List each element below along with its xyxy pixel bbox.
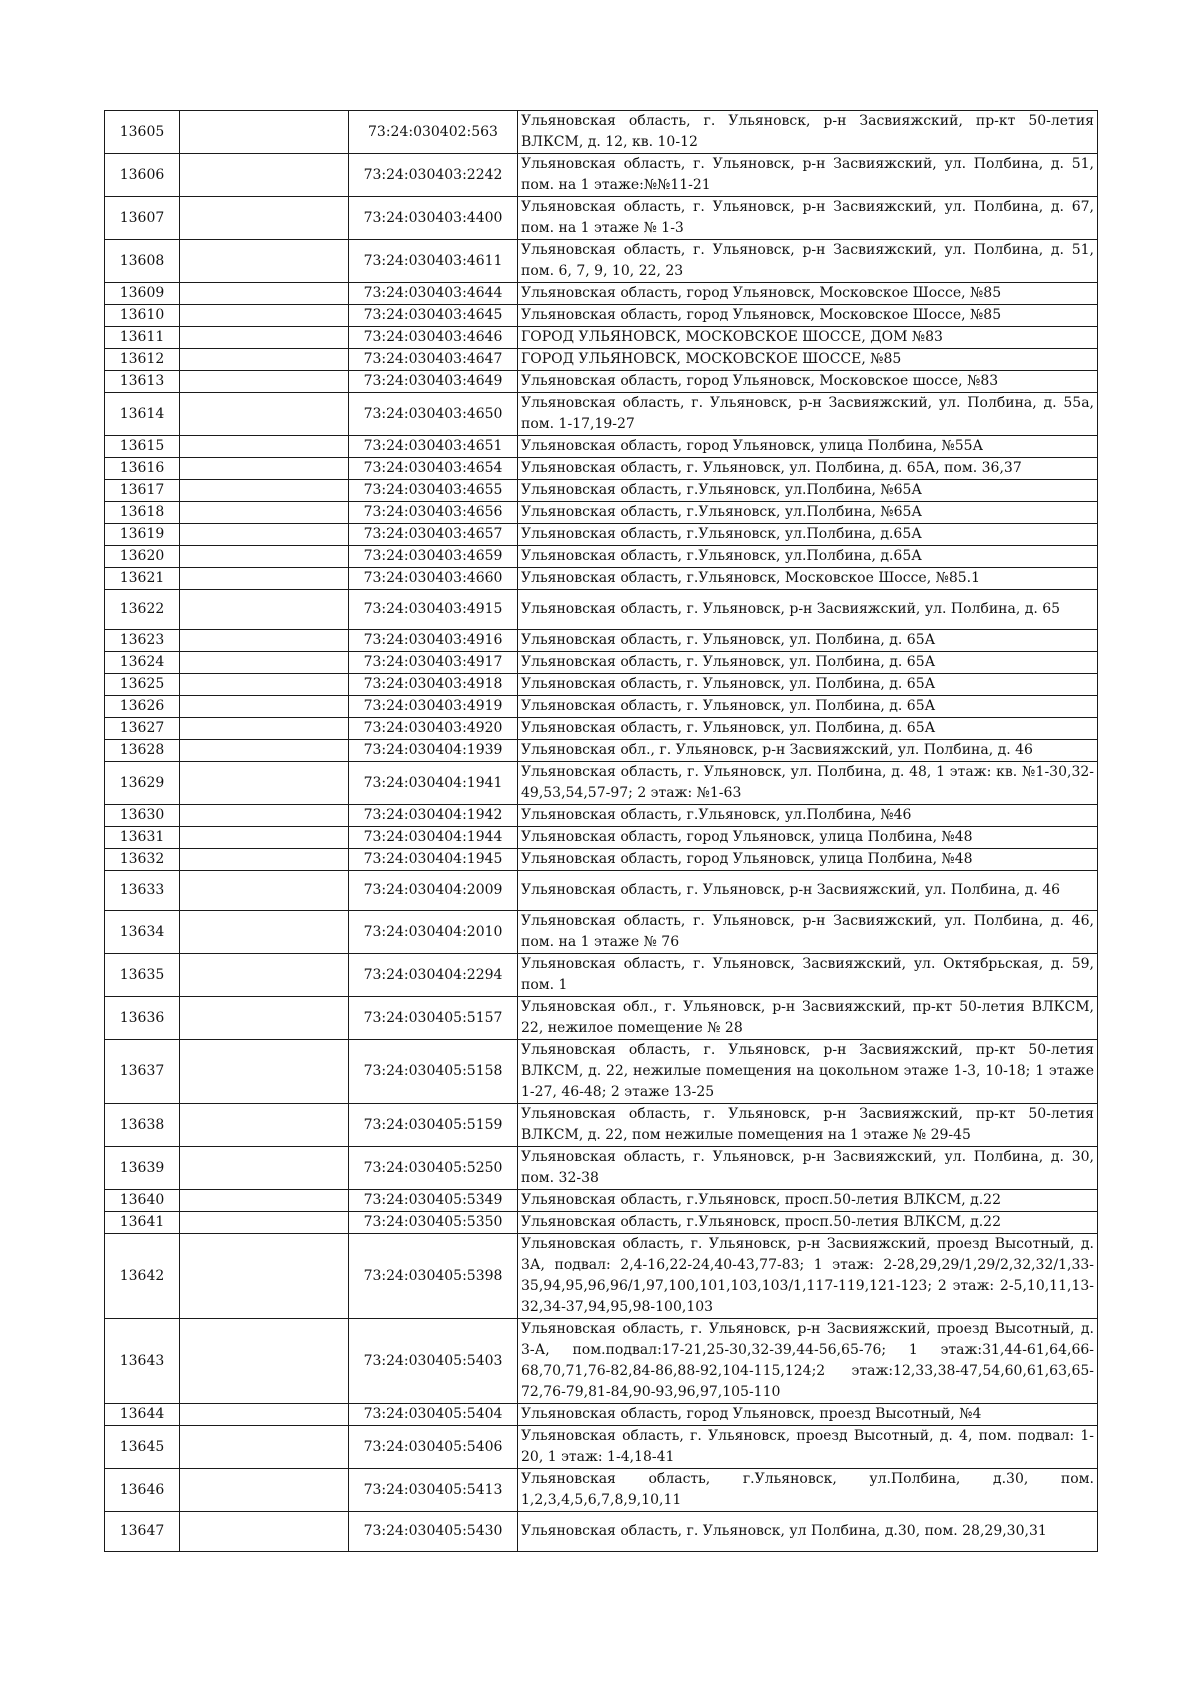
row-number: 13614: [105, 393, 180, 436]
table-row: [105, 849, 1098, 871]
address-cell: Ульяновская область, город Ульяновск, Московское Шоссе, №85: [518, 305, 1098, 327]
cadastral-number: 73:24:030405:5413: [349, 1469, 518, 1512]
table-body: [105, 111, 1098, 1552]
row-number: 13645: [105, 1426, 180, 1469]
empty-cell: [180, 827, 349, 849]
row-number: 13605: [105, 111, 180, 154]
row-number: 13639: [105, 1147, 180, 1190]
empty-cell: [180, 954, 349, 997]
row-number: 13608: [105, 240, 180, 283]
row-number: 13618: [105, 502, 180, 524]
empty-cell: [180, 652, 349, 674]
table-row: [105, 1512, 1098, 1552]
row-number: 13630: [105, 805, 180, 827]
table-row: [105, 696, 1098, 718]
empty-cell: [180, 305, 349, 327]
cadastral-number: 73:24:030403:4655: [349, 480, 518, 502]
cadastral-number: 73:24:030403:4660: [349, 568, 518, 590]
cadastral-number: 73:24:030404:1944: [349, 827, 518, 849]
cadastral-number: 73:24:030405:5398: [349, 1234, 518, 1319]
cadastral-number: 73:24:030405:5404: [349, 1404, 518, 1426]
empty-cell: [180, 1469, 349, 1512]
table-row: [105, 327, 1098, 349]
cadastral-number: 73:24:030403:4400: [349, 197, 518, 240]
cadastral-number: 73:24:030404:2010: [349, 911, 518, 954]
table-row: [105, 871, 1098, 911]
address-cell: Ульяновская область, г. Ульяновск, р-н Засвияжский, проезд Высотный, д. 3-А, пом.подвал:17-21,25-30,32-39,44-56,65-76; 1 этаж:31,44-61,64,66-68,70,71,76-82,84-86,88-92,104-115,124;2 этаж:12,33,38-47,54,60,61,63,65-72,76-79,81-84,90-93,96,97,105-110: [518, 1319, 1098, 1404]
table-row: [105, 305, 1098, 327]
empty-cell: [180, 1234, 349, 1319]
address-cell: Ульяновская область, г. Ульяновск, р-н Засвияжский, ул. Полбина, д. 46, пом. на 1 этаже № 76: [518, 911, 1098, 954]
table-row: [105, 652, 1098, 674]
table-row: [105, 283, 1098, 305]
row-number: 13646: [105, 1469, 180, 1512]
empty-cell: [180, 327, 349, 349]
table-row: [105, 1212, 1098, 1234]
address-cell: ГОРОД УЛЬЯНОВСК, МОСКОВСКОЕ ШОССЕ, ДОМ №83: [518, 327, 1098, 349]
address-cell: Ульяновская область, г.Ульяновск, просп.50-летия ВЛКСМ, д.22: [518, 1190, 1098, 1212]
table-row: [105, 954, 1098, 997]
table-row: [105, 393, 1098, 436]
table-row: [105, 590, 1098, 630]
empty-cell: [180, 674, 349, 696]
empty-cell: [180, 718, 349, 740]
table-row: [105, 349, 1098, 371]
address-cell: Ульяновская область, г.Ульяновск, просп.50-летия ВЛКСМ, д.22: [518, 1212, 1098, 1234]
address-cell: Ульяновская область, г. Ульяновск, р-н Засвияжский, ул. Полбина, д. 65: [518, 590, 1098, 630]
address-cell: Ульяновская область, г.Ульяновск, ул.Полбина, №65А: [518, 480, 1098, 502]
cadastral-number: 73:24:030403:4920: [349, 718, 518, 740]
table-row: [105, 911, 1098, 954]
row-number: 13612: [105, 349, 180, 371]
address-cell: Ульяновская область, г. Ульяновск, р-н Засвияжский, ул. Полбина, д. 51, пом. 6, 7, 9, 10, 22, 23: [518, 240, 1098, 283]
address-cell: Ульяновская область, г.Ульяновск, ул.Полбина, д.65А: [518, 546, 1098, 568]
table-row: [105, 154, 1098, 197]
table-row: [105, 436, 1098, 458]
cadastral-number: 73:24:030405:5430: [349, 1512, 518, 1552]
cadastral-number: 73:24:030404:2294: [349, 954, 518, 997]
table-row: [105, 197, 1098, 240]
table-row: [105, 371, 1098, 393]
address-cell: Ульяновская область, г. Ульяновск, ул. Полбина, д. 65А: [518, 630, 1098, 652]
row-number: 13623: [105, 630, 180, 652]
cadastral-number: 73:24:030404:1939: [349, 740, 518, 762]
empty-cell: [180, 436, 349, 458]
row-number: 13615: [105, 436, 180, 458]
address-cell: Ульяновская область, город Ульяновск, Московское Шоссе, №85: [518, 283, 1098, 305]
cadastral-number: 73:24:030403:4644: [349, 283, 518, 305]
table-row: [105, 1469, 1098, 1512]
empty-cell: [180, 393, 349, 436]
table-row: [105, 546, 1098, 568]
row-number: 13620: [105, 546, 180, 568]
empty-cell: [180, 349, 349, 371]
address-cell: Ульяновская область, г.Ульяновск, ул.Полбина, д.65А: [518, 524, 1098, 546]
table-row: [105, 111, 1098, 154]
empty-cell: [180, 849, 349, 871]
empty-cell: [180, 590, 349, 630]
address-cell: Ульяновская область, г. Ульяновск, ул. Полбина, д. 48, 1 этаж: кв. №1-30,32-49,53,54,57-97; 2 этаж: №1-63: [518, 762, 1098, 805]
address-cell: Ульяновская область, город Ульяновск, Московское шоссе, №83: [518, 371, 1098, 393]
cadastral-number: 73:24:030403:4656: [349, 502, 518, 524]
address-cell: Ульяновская область, г. Ульяновск, р-н Засвияжский, ул. Полбина, д. 30, пом. 32-38: [518, 1147, 1098, 1190]
row-number: 13634: [105, 911, 180, 954]
empty-cell: [180, 524, 349, 546]
row-number: 13644: [105, 1404, 180, 1426]
table-row: [105, 524, 1098, 546]
cadastral-number: 73:24:030403:4646: [349, 327, 518, 349]
empty-cell: [180, 197, 349, 240]
cadastral-number: 73:24:030403:4651: [349, 436, 518, 458]
cadastral-number: 73:24:030403:4917: [349, 652, 518, 674]
empty-cell: [180, 283, 349, 305]
row-number: 13606: [105, 154, 180, 197]
table-row: [105, 458, 1098, 480]
table-row: [105, 718, 1098, 740]
row-number: 13626: [105, 696, 180, 718]
row-number: 13607: [105, 197, 180, 240]
empty-cell: [180, 1426, 349, 1469]
address-cell: Ульяновская область, г.Ульяновск, ул.Полбина, №65А: [518, 502, 1098, 524]
empty-cell: [180, 502, 349, 524]
empty-cell: [180, 1147, 349, 1190]
table-row: [105, 1190, 1098, 1212]
table-row: [105, 805, 1098, 827]
address-cell: Ульяновская область, г. Ульяновск, проезд Высотный, д. 4, пом. подвал: 1-20, 1 этаж: 1-4,18-41: [518, 1426, 1098, 1469]
row-number: 13643: [105, 1319, 180, 1404]
address-cell: Ульяновская область, г. Ульяновск, р-н Засвияжский, ул. Полбина, д. 46: [518, 871, 1098, 911]
table-row: [105, 1104, 1098, 1147]
row-number: 13629: [105, 762, 180, 805]
address-cell: Ульяновская обл., г. Ульяновск, р-н Засвияжский, ул. Полбина, д. 46: [518, 740, 1098, 762]
cadastral-number: 73:24:030403:2242: [349, 154, 518, 197]
cadastral-number: 73:24:030403:4645: [349, 305, 518, 327]
row-number: 13609: [105, 283, 180, 305]
cadastral-number: 73:24:030403:4611: [349, 240, 518, 283]
empty-cell: [180, 871, 349, 911]
row-number: 13628: [105, 740, 180, 762]
row-number: 13641: [105, 1212, 180, 1234]
address-cell: ГОРОД УЛЬЯНОВСК, МОСКОВСКОЕ ШОССЕ, №85: [518, 349, 1098, 371]
address-cell: Ульяновская область, г. Ульяновск, ул Полбина, д.30, пом. 28,29,30,31: [518, 1512, 1098, 1552]
table-row: [105, 1147, 1098, 1190]
row-number: 13635: [105, 954, 180, 997]
empty-cell: [180, 458, 349, 480]
registry-table: [104, 110, 1098, 1552]
cadastral-number: 73:24:030405:5406: [349, 1426, 518, 1469]
table-row: [105, 827, 1098, 849]
empty-cell: [180, 1104, 349, 1147]
row-number: 13637: [105, 1040, 180, 1104]
row-number: 13642: [105, 1234, 180, 1319]
empty-cell: [180, 1040, 349, 1104]
table-row: [105, 240, 1098, 283]
empty-cell: [180, 1512, 349, 1552]
table-row: [105, 1404, 1098, 1426]
row-number: 13611: [105, 327, 180, 349]
address-cell: Ульяновская область, город Ульяновск, проезд Высотный, №4: [518, 1404, 1098, 1426]
row-number: 13619: [105, 524, 180, 546]
cadastral-number: 73:24:030402:563: [349, 111, 518, 154]
table-row: [105, 630, 1098, 652]
row-number: 13610: [105, 305, 180, 327]
row-number: 13640: [105, 1190, 180, 1212]
row-number: 13625: [105, 674, 180, 696]
empty-cell: [180, 480, 349, 502]
address-cell: Ульяновская область, г. Ульяновск, р-н Засвияжский, ул. Полбина, д. 51, пом. на 1 этаже:№№11-21: [518, 154, 1098, 197]
cadastral-number: 73:24:030404:2009: [349, 871, 518, 911]
row-number: 13638: [105, 1104, 180, 1147]
row-number: 13613: [105, 371, 180, 393]
row-number: 13622: [105, 590, 180, 630]
table-row: [105, 1234, 1098, 1319]
row-number: 13636: [105, 997, 180, 1040]
address-cell: Ульяновская область, город Ульяновск, улица Полбина, №55А: [518, 436, 1098, 458]
empty-cell: [180, 568, 349, 590]
address-cell: Ульяновская область, г. Ульяновск, ул. Полбина, д. 65А: [518, 674, 1098, 696]
empty-cell: [180, 997, 349, 1040]
row-number: 13627: [105, 718, 180, 740]
table-row: [105, 997, 1098, 1040]
empty-cell: [180, 154, 349, 197]
row-number: 13631: [105, 827, 180, 849]
address-cell: Ульяновская обл., г. Ульяновск, р-н Засвияжский, пр-кт 50-летия ВЛКСМ, 22, нежилое помещение № 28: [518, 997, 1098, 1040]
table-row: [105, 1040, 1098, 1104]
empty-cell: [180, 911, 349, 954]
cadastral-number: 73:24:030403:4915: [349, 590, 518, 630]
table-row: [105, 1426, 1098, 1469]
cadastral-number: 73:24:030403:4657: [349, 524, 518, 546]
table-row: [105, 674, 1098, 696]
cadastral-number: 73:24:030405:5350: [349, 1212, 518, 1234]
table-row: [105, 740, 1098, 762]
table-row: [105, 762, 1098, 805]
address-cell: Ульяновская область, г. Ульяновск, ул. Полбина, д. 65А: [518, 718, 1098, 740]
empty-cell: [180, 805, 349, 827]
cadastral-number: 73:24:030403:4918: [349, 674, 518, 696]
empty-cell: [180, 1190, 349, 1212]
cadastral-number: 73:24:030403:4919: [349, 696, 518, 718]
empty-cell: [180, 1404, 349, 1426]
cadastral-number: 73:24:030403:4654: [349, 458, 518, 480]
cadastral-number: 73:24:030403:4916: [349, 630, 518, 652]
cadastral-number: 73:24:030405:5250: [349, 1147, 518, 1190]
address-cell: Ульяновская область, город Ульяновск, улица Полбина, №48: [518, 827, 1098, 849]
cadastral-number: 73:24:030403:4650: [349, 393, 518, 436]
empty-cell: [180, 1319, 349, 1404]
address-cell: Ульяновская область, г. Ульяновск, р-н Засвияжский, пр-кт 50-летия ВЛКСМ, д. 22, нежилые помещения на цокольном этаже 1-3, 10-18; 1 этаже 1-27, 46-48; 2 этаже 13-25: [518, 1040, 1098, 1104]
row-number: 13621: [105, 568, 180, 590]
empty-cell: [180, 111, 349, 154]
cadastral-number: 73:24:030403:4647: [349, 349, 518, 371]
cadastral-number: 73:24:030405:5158: [349, 1040, 518, 1104]
empty-cell: [180, 1212, 349, 1234]
table-row: [105, 1319, 1098, 1404]
address-cell: Ульяновская область, город Ульяновск, улица Полбина, №48: [518, 849, 1098, 871]
address-cell: Ульяновская область, г.Ульяновск, ул.Полбина, д.30, пом. 1,2,3,4,5,6,7,8,9,10,11: [518, 1469, 1098, 1512]
address-cell: Ульяновская область, г. Ульяновск, ул. Полбина, д. 65А: [518, 696, 1098, 718]
cadastral-number: 73:24:030404:1942: [349, 805, 518, 827]
address-cell: Ульяновская область, г. Ульяновск, ул. Полбина, д. 65А: [518, 652, 1098, 674]
address-cell: Ульяновская область, г. Ульяновск, Засвияжский, ул. Октябрьская, д. 59, пом. 1: [518, 954, 1098, 997]
cadastral-number: 73:24:030405:5157: [349, 997, 518, 1040]
address-cell: Ульяновская область, г. Ульяновск, р-н Засвияжский, пр-кт 50-летия ВЛКСМ, д. 12, кв. 10-12: [518, 111, 1098, 154]
address-cell: Ульяновская область, г. Ульяновск, р-н Засвияжский, ул. Полбина, д. 67, пом. на 1 этаже № 1-3: [518, 197, 1098, 240]
address-cell: Ульяновская область, г. Ульяновск, р-н Засвияжский, ул. Полбина, д. 55а, пом. 1-17,19-27: [518, 393, 1098, 436]
cadastral-number: 73:24:030404:1941: [349, 762, 518, 805]
address-cell: Ульяновская область, г.Ульяновск, Московское Шоссе, №85.1: [518, 568, 1098, 590]
empty-cell: [180, 696, 349, 718]
row-number: 13617: [105, 480, 180, 502]
cadastral-number: 73:24:030403:4659: [349, 546, 518, 568]
empty-cell: [180, 740, 349, 762]
cadastral-number: 73:24:030405:5159: [349, 1104, 518, 1147]
cadastral-number: 73:24:030404:1945: [349, 849, 518, 871]
cadastral-number: 73:24:030405:5403: [349, 1319, 518, 1404]
address-cell: Ульяновская область, г.Ульяновск, ул.Полбина, №46: [518, 805, 1098, 827]
table-row: [105, 502, 1098, 524]
empty-cell: [180, 546, 349, 568]
empty-cell: [180, 371, 349, 393]
cadastral-number: 73:24:030403:4649: [349, 371, 518, 393]
empty-cell: [180, 240, 349, 283]
table-row: [105, 568, 1098, 590]
address-cell: Ульяновская область, г. Ульяновск, ул. Полбина, д. 65А, пом. 36,37: [518, 458, 1098, 480]
row-number: 13632: [105, 849, 180, 871]
row-number: 13624: [105, 652, 180, 674]
empty-cell: [180, 762, 349, 805]
row-number: 13647: [105, 1512, 180, 1552]
cadastral-number: 73:24:030405:5349: [349, 1190, 518, 1212]
row-number: 13616: [105, 458, 180, 480]
address-cell: Ульяновская область, г. Ульяновск, р-н Засвияжский, проезд Высотный, д. 3А, подвал: 2,4-16,22-24,40-43,77-83; 1 этаж: 2-28,29,29/1,29/2,32,32/1,33-35,94,95,96,96/1,97,100,101,103,103/1,117-119,121-123; 2 этаж: 2-5,10,11,13-32,34-37,94,95,98-100,103: [518, 1234, 1098, 1319]
address-cell: Ульяновская область, г. Ульяновск, р-н Засвияжский, пр-кт 50-летия ВЛКСМ, д. 22, пом нежилые помещения на 1 этаже № 29-45: [518, 1104, 1098, 1147]
empty-cell: [180, 630, 349, 652]
table-row: [105, 480, 1098, 502]
row-number: 13633: [105, 871, 180, 911]
